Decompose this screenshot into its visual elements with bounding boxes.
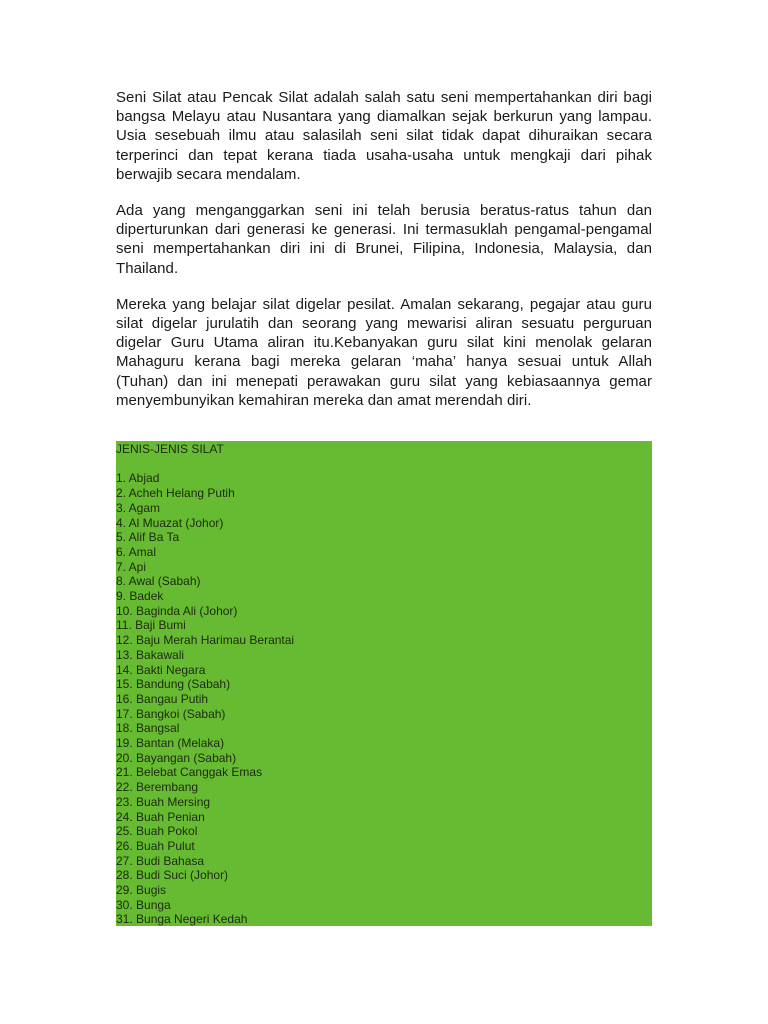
list-item: 28. Budi Suci (Johor): [116, 868, 229, 883]
list-item: 21. Belebat Canggak Emas: [116, 765, 263, 780]
list-item: 10. Baginda Ali (Johor): [116, 603, 238, 618]
list-item: 24. Buah Penian: [116, 809, 205, 824]
list-item: 17. Bangkoi (Sabah): [116, 706, 226, 721]
list-item: 23. Buah Mersing: [116, 794, 211, 809]
document-body: [116, 88, 652, 410]
list-item: 20. Bayangan (Sabah): [116, 750, 237, 765]
paragraph-history: Ada yang menganggarkan seni ini telah berusia beratus-ratus tahun dan diperturunkan dari generasi ke generasi. Ini termasuklah pengamal-pengamal seni mempertahankan diri ini di Brunei, Filipina, Indonesia, Malaysia, dan Thailand.: [116, 202, 652, 277]
list-item: 18. Bangsal: [116, 721, 180, 736]
list-item: 22. Berembang: [116, 780, 199, 795]
silat-types-list: [116, 471, 652, 927]
list-item: 13. Bakawali: [116, 647, 185, 662]
list-item: 26. Buah Pulut: [116, 838, 195, 853]
silat-types-heading: JENIS-JENIS SILAT: [116, 442, 224, 456]
list-item: 15. Bandung (Sabah): [116, 677, 231, 692]
list-item: 16. Bangau Putih: [116, 691, 209, 706]
paragraph-pesilat: Mereka yang belajar silat digelar pesilat. Amalan sekarang, pegajar atau guru silat digelar jurulatih dan seorang yang mewarisi aliran sesuatu perguruan digelar Guru Utama aliran itu.Kebanyakan guru silat kini menolak gelaran Mahaguru kerana bagi mereka gelaran ‘maha’ hanya sesuai untuk Allah (Tuhan) dan ini menepati perawakan guru silat yang kebiasaannya gemar menyembunyikan kemahiran mereka dan amat merendah diri.: [116, 295, 652, 409]
paragraph-intro: Seni Silat atau Pencak Silat adalah salah satu seni mempertahankan diri bagi bangsa Melayu atau Nusantara yang diamalkan sejak berkurun yang lampau. Usia sesebuah ilmu atau salasilah seni silat tidak dapat dihuraikan secara terperinci dan tepat kerana tiada usaha-usaha untuk mengkaji dari pihak berwajib secara mendalam.: [116, 89, 652, 183]
list-item: 25. Buah Pokol: [116, 824, 198, 839]
list-item: 12. Baju Merah Harimau Berantai: [116, 633, 295, 648]
list-item: 14. Bakti Negara: [116, 662, 206, 677]
list-item: 3. Agam: [116, 500, 161, 515]
list-item: 1. Abjad: [116, 471, 160, 486]
list-item: 31. Bunga Negeri Kedah: [116, 912, 248, 927]
list-item: 30. Bunga: [116, 897, 171, 912]
list-item: 27. Budi Bahasa: [116, 853, 205, 868]
list-item: 9. Badek: [116, 589, 164, 604]
list-item: 8. Awal (Sabah): [116, 574, 201, 589]
list-item: 6. Amal: [116, 544, 157, 559]
list-item: 5. Alif Ba Ta: [116, 530, 180, 545]
list-item: 7. Api: [116, 559, 147, 574]
list-item: 11. Baji Bumi: [116, 618, 186, 633]
list-item: 4. Al Muazat (Johor): [116, 515, 224, 530]
list-item: 19. Bantan (Melaka): [116, 736, 225, 751]
list-item: 29. Bugis: [116, 883, 167, 898]
silat-types-box: [116, 441, 652, 926]
list-item: 2. Acheh Helang Putih: [116, 486, 235, 501]
